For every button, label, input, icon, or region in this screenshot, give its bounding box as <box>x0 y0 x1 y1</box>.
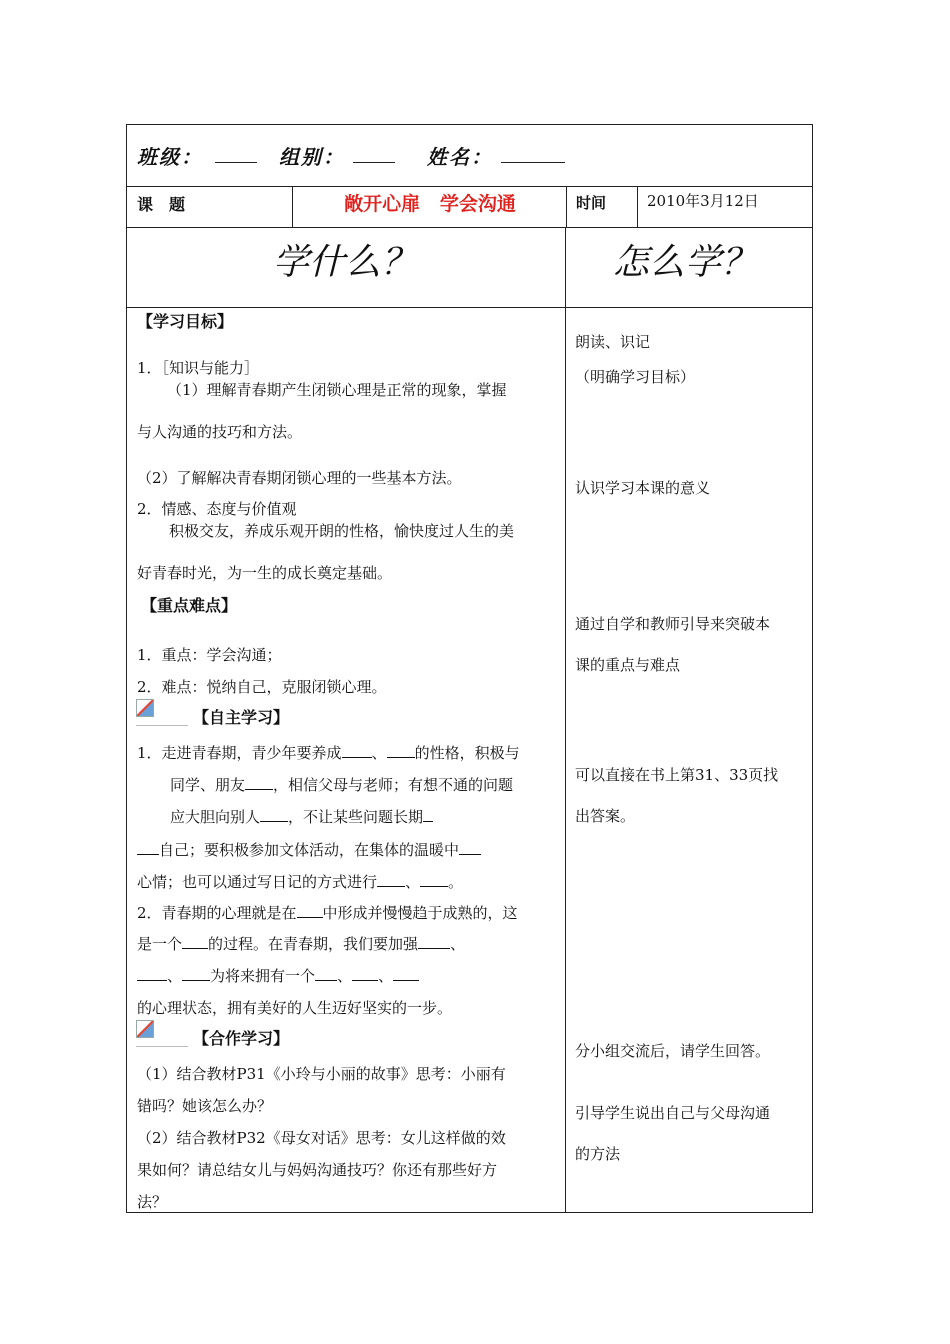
coop-2-line2: 果如何？请总结女儿与妈妈沟通技巧？你还有那些好方 <box>137 1161 498 1179</box>
column-heading-row <box>126 228 813 308</box>
coop-1-line1: （1）结合教材P31《小玲与小丽的故事》思考：小丽有 <box>137 1065 506 1083</box>
column-divider <box>565 308 566 1212</box>
self-study-2-line3: 、 为将来拥有一个 、 、 <box>137 966 419 986</box>
topic-title: 敞开心扉 学会沟通 <box>344 193 516 215</box>
key-point-1: 1．重点：学会沟通； <box>137 646 282 664</box>
section-cooperative-heading: 【合作学习】 <box>193 1029 290 1048</box>
coop-2-line1: （2）结合教材P32《母女对话》思考：女儿这样做的效 <box>137 1129 506 1147</box>
self-study-1-line3: 应大胆向别人 ，不让某些问题长期 <box>170 807 433 827</box>
broken-image-icon <box>136 699 154 717</box>
group-blank <box>353 161 395 163</box>
self-study-1-line5: 心情；也可以通过写日记的方式进行 、 。 <box>137 873 464 891</box>
goal-2a-line1: 积极交友，养成乐观开朗的性格，愉快度过人生的美 <box>169 522 515 540</box>
self-study-1-line4: 自己；要积极参加文体活动，在集体的温暖中 <box>137 840 481 860</box>
key-point-2: 2．难点：悦纳自己，克服闭锁心理。 <box>137 678 387 696</box>
broken-image-icon <box>136 1020 154 1038</box>
self-study-1-line1: 1．走进青春期，青少年要养成 、 的性格，积极与 <box>137 744 520 762</box>
image-placeholder <box>136 1020 188 1047</box>
goal-2a-line2: 好青春时光，为一生的成长奠定基础。 <box>137 564 393 582</box>
time-label: 时间 <box>576 194 607 212</box>
goal-1b: （2）了解解决青春期闭锁心理的一些基本方法。 <box>137 469 462 487</box>
method-guide-line1: 引导学生说出自己与父母沟通 <box>575 1104 771 1122</box>
date-cell <box>638 187 813 227</box>
group-label: 组别： <box>279 145 345 169</box>
method-goal: （明确学习目标） <box>575 368 696 386</box>
class-blank <box>215 161 257 163</box>
method-significance: 认识学习本课的意义 <box>575 479 711 497</box>
goal-1a-line2: 与人沟通的技巧和方法。 <box>137 423 303 441</box>
section-self-study-heading: 【自主学习】 <box>193 708 290 727</box>
topic-row <box>126 187 813 228</box>
time-label-cell <box>567 187 638 227</box>
goal-2: 2．情感、态度与价值观 <box>137 500 297 518</box>
what-to-learn-heading: 学什么？ <box>273 242 418 283</box>
method-guide-line2: 的方法 <box>575 1145 621 1163</box>
student-info-row <box>126 124 813 187</box>
goal-1: 1．［知识与能力］ <box>137 359 260 377</box>
method-book-line1: 可以直接在书上第31、33页找 <box>575 766 779 784</box>
self-study-2-line4: 的心理状态，拥有美好的人生迈好坚实的一步。 <box>137 999 453 1017</box>
date-value: 2010年3月12日 <box>647 192 759 210</box>
column-divider <box>565 228 566 307</box>
coop-2-line3: 法？ <box>137 1193 168 1211</box>
how-to-learn-heading: 怎么学？ <box>613 242 758 283</box>
method-group: 分小组交流后，请学生回答。 <box>575 1042 771 1060</box>
self-study-1-line2: 同学、朋友 ，相信父母与老师；有想不通的问题 <box>170 776 514 794</box>
self-study-2-line2: 是一个 的过程。在青春期，我们要加强 、 <box>137 935 466 953</box>
name-blank <box>501 161 565 163</box>
coop-1-line2: 错吗？她该怎么办？ <box>137 1097 273 1115</box>
goal-1a-line1: （1）理解青春期产生闭锁心理是正常的现象，掌握 <box>167 381 507 399</box>
name-label: 姓名： <box>427 145 493 169</box>
topic-title-cell <box>293 187 567 227</box>
method-breakthrough-line2: 课的重点与难点 <box>575 656 681 674</box>
method-breakthrough-line1: 通过自学和教师引导来突破本 <box>575 615 771 633</box>
class-label: 班级： <box>137 145 203 169</box>
section-goals-heading: 【学习目标】 <box>137 312 234 331</box>
method-read: 朗读、识记 <box>575 333 651 351</box>
self-study-2-line1: 2．青春期的心理就是在 中形成并慢慢趋于成熟的，这 <box>137 904 518 922</box>
topic-label-cell <box>127 187 293 227</box>
topic-label: 课题 <box>137 195 202 214</box>
section-key-points-heading: 【重点难点】 <box>141 596 238 615</box>
method-book-line2: 出答案。 <box>575 807 636 825</box>
content-row <box>126 308 813 1213</box>
image-placeholder <box>136 699 188 726</box>
worksheet <box>126 124 813 1213</box>
